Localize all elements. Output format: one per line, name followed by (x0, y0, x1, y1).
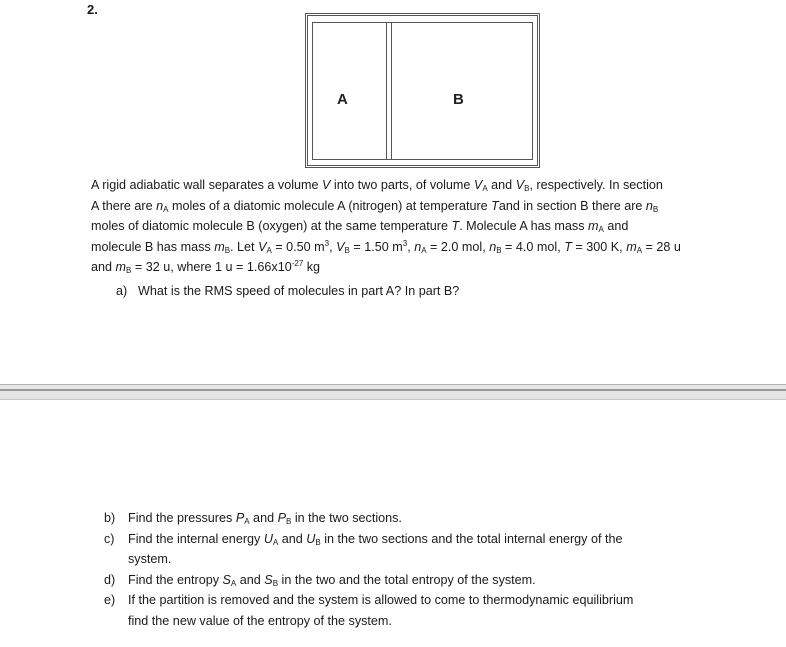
question-a (116, 282, 459, 300)
container-diagram (305, 13, 540, 168)
statement-line: A rigid adiabatic wall separates a volume V into two parts, of volume $V_A$ and $V_B$, respectively. In section (91, 178, 663, 193)
statement-line: molecule B has mass $m_B$. Let $V_A = 0.50$ $m^3$, $V_B = 1.50$ $m^3$, $n_A = 2.0$ mol, $n_B = 4.0$ mol, T = 300 K, $m_A = 28$ u (91, 238, 681, 255)
question-e-cont: find the new value of the entropy of the system. (128, 613, 392, 628)
partition-wall (386, 23, 392, 159)
section-b-label: B (453, 91, 464, 108)
statement-line: moles of diatomic molecule B (oxygen) at the same temperature T. Molecule A has mass $m_A$ and (91, 219, 629, 234)
question-c-cont: system. (128, 552, 172, 566)
question-c: c) Find the internal energy $U_A$ and $U_B$ in the two sections and the total internal energy of the (104, 531, 623, 547)
problem-statement (91, 175, 716, 278)
statement-line: A there are $n_A$ moles of a diatomic molecule A (nitrogen) at temperature Tand in section B there are $n_B$ (91, 198, 659, 214)
question-marker: a) (116, 284, 128, 298)
page-divider (0, 384, 786, 400)
container-box (312, 22, 533, 160)
statement-line: and $m_B = 32$ u, where 1 $u = 1.66x10^{-27}$ kg (91, 259, 321, 275)
question-text: What is the RMS speed of molecules in part A? In part B? (138, 284, 460, 298)
section-a-label: A (337, 91, 348, 108)
question-e: e) If the partition is removed and the system is allowed to come to thermodynamic equilibrium (104, 593, 634, 607)
question-d: d) Find the entropy $S_A$ and $S_B$ in the two and the total entropy of the system. (104, 572, 536, 588)
problem-number: 2. (87, 2, 98, 17)
divider-line (0, 389, 786, 391)
question-b: b) Find the pressures $P_A$ and $P_B$ in the two sections. (104, 511, 402, 526)
question-list (104, 508, 704, 631)
